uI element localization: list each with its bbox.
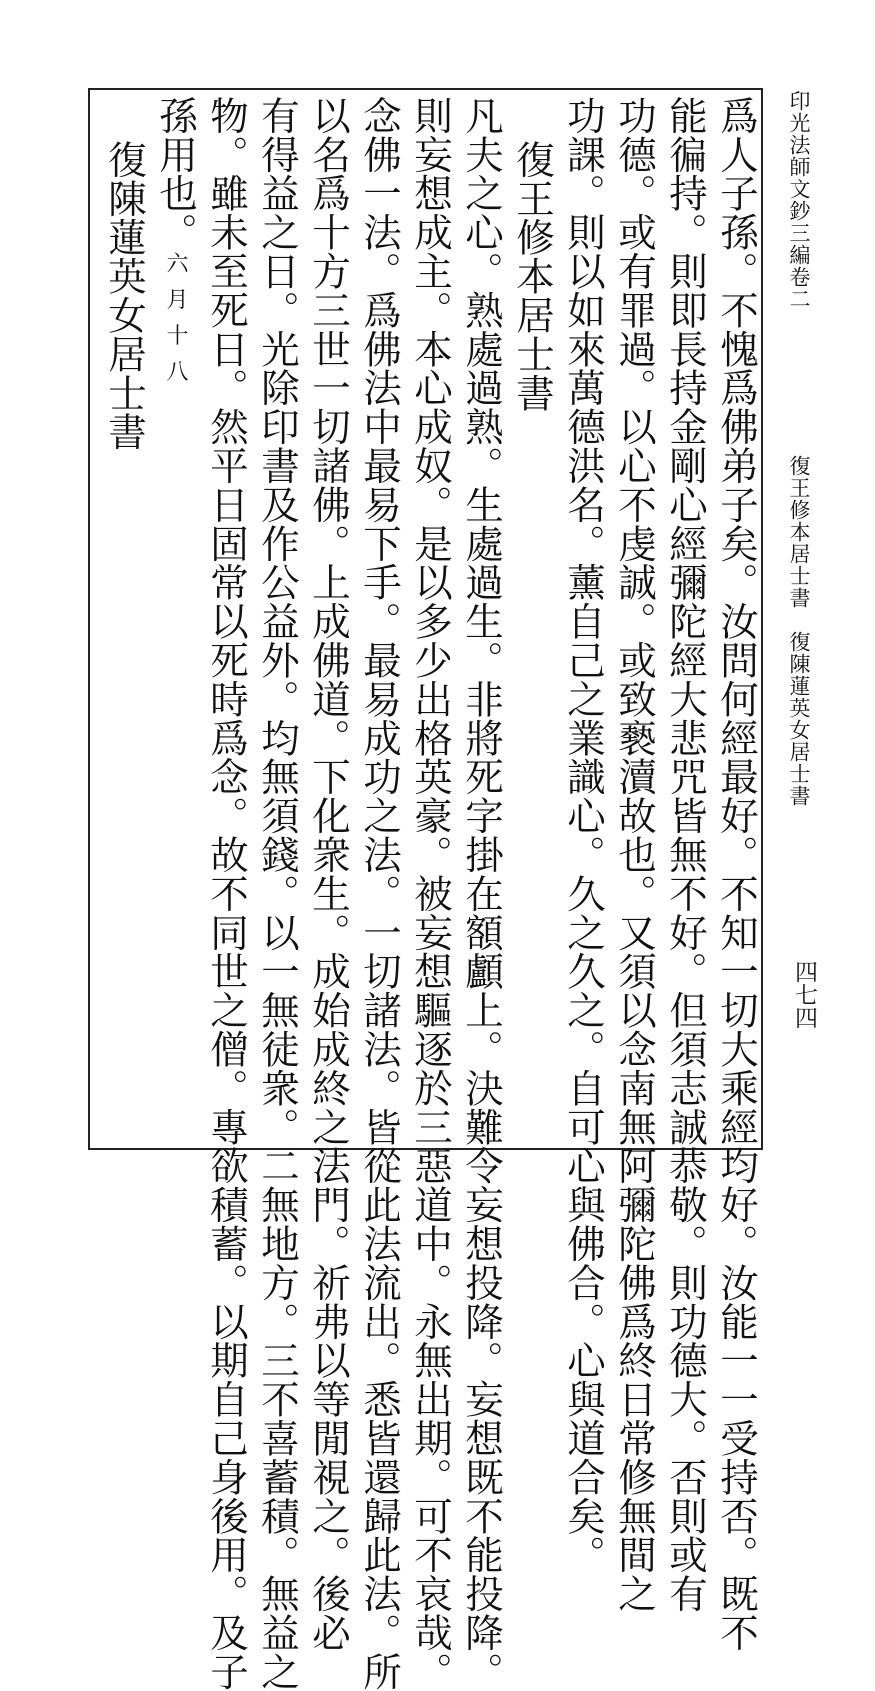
text-column-6: 則妄想成主。本心成奴。是以多少出格英豪。被妄想驅逐於三惡道中。永無出期。可不哀哉。 (408, 96, 453, 1691)
text-column-9: 有得益之日。光除印書及作公益外。均無須錢。以一無徒衆。二無地方。三不喜蓄積。無益之 (255, 96, 300, 1691)
letter-title-chen: 復陳蓮英女居士書 (102, 140, 147, 452)
text-column-11 (151, 96, 199, 396)
book-title: 印光法師文鈔三編卷二 (787, 90, 811, 310)
text-column-10: 物。雖未至死日。然平日固常以死時爲念。故不同世之僧。專欲積蓄。以期自己身後用。及子 (204, 96, 249, 1691)
text-column-1: 爲人子孫。不愧爲佛弟子矣。汝問何經最好。不知一切大乘經均好。汝能一一受持否。既不 (714, 96, 759, 1652)
text-column-4: 功課。則以如來萬德洪名。薰自己之業識心。久之久之。自可心與佛合。心與道合矣。 (561, 96, 606, 1575)
text-column-5: 凡夫之心。熟處過熟。生處過生。非將死字掛在額顱上。決難令妄想投降。妄想既不能投降。 (459, 96, 504, 1691)
text-column-7: 念佛一法。爲佛法中最易下手。最易成功之法。一切諸法。皆從此法流出。悉皆還歸此法。所 (357, 96, 402, 1691)
section-titles: 復王修本居士書 復陳蓮英女居士書 (787, 455, 811, 807)
date-note: 六月十八 (163, 251, 188, 396)
text-column-3: 功德。或有罪過。以心不虔誠。或致褻瀆故也。又須以念南無阿彌陀佛爲終日常修無間之 (612, 96, 657, 1614)
page-number: 四七四 (791, 960, 817, 1029)
closing-text: 孫用也。 (153, 96, 198, 252)
text-column-2: 能徧持。則即長持金剛心經彌陀經大悲咒皆無不好。但須志誠恭敬。則功德大。否則或有 (663, 96, 708, 1614)
text-column-8: 以名爲十方三世一切諸佛。上成佛道。下化衆生。成始成終之法門。祈弗以等閒視之。後必 (306, 96, 351, 1652)
letter-title-wang: 復王修本居士書 (510, 140, 555, 413)
